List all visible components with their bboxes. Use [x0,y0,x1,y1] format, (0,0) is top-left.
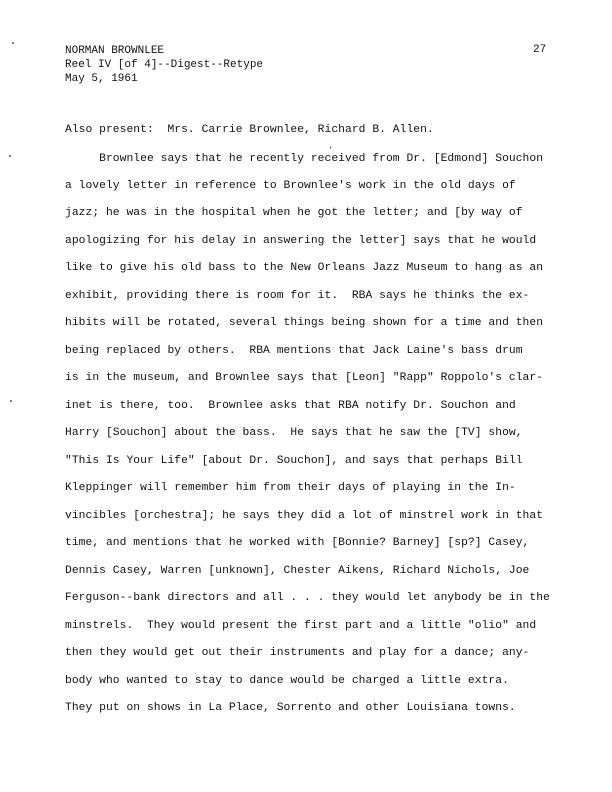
body-line: Ferguson--bank directors and all . . . they would let anybody be in the [65,592,550,604]
body-line: Dennis Casey, Warren [unknown], Chester Aikens, Richard Nichols, Joe [65,565,530,577]
body-line: Brownlee says that he recently received from Dr. [Edmond] Souchon [65,153,544,165]
header-reel: Reel IV [of 4]--Digest--Retype [65,59,264,71]
body-line: is in the museum, and Brownlee says that [Leon] "Rapp" Roppolo's clar- [65,372,544,384]
body-line: then they would get out their instruments and play for a dance; any- [65,647,530,659]
body-line: jazz; he was in the hospital when he got the letter; and [by way of [65,207,523,219]
scan-speck [12,42,14,44]
body-line: Harry [Souchon] about the bass. He says that he saw the [TV] show, [65,427,523,439]
body-line: Kleppinger will remember him from their days of playing in the In- [65,482,516,494]
body-line: "This Is Your Life" [about Dr. Souchon], and says that perhaps Bill [65,455,523,467]
body-line: being replaced by others. RBA mentions that Jack Laine's bass drum [65,345,523,357]
header-name: NORMAN BROWNLEE [65,45,165,57]
body-line: vincibles [orchestra]; he says they did a lot of minstrel work in that [65,510,544,522]
body-line: They put on shows in La Place, Sorrento and other Louisiana towns. [65,702,516,714]
body-line: minstrels. They would present the first part and a little "olio" and [65,620,537,632]
body-line: hibits will be rotated, several things being shown for a time and then [65,317,544,329]
body-line: apologizing for his delay in answering the letter] says that he would [65,235,537,247]
body-line: like to give his old bass to the New Orleans Jazz Museum to hang as an [65,262,544,274]
scan-speck [9,155,11,157]
body-line: exhibit, providing there is room for it. RBA says he thinks the ex- [65,290,530,302]
scan-speck [330,146,331,149]
body-line: inet is there, too. Brownlee asks that RBA notify Dr. Souchon and [65,400,516,412]
body-line: a lovely letter in reference to Brownlee's work in the old days of [65,180,516,192]
scan-speck [10,400,12,402]
body-line: body who wanted to stay to dance would be charged a little extra. [65,675,509,687]
body-line: Also present: Mrs. Carrie Brownlee, Richard B. Allen. [65,124,434,136]
page-number: 27 [533,44,547,56]
header-date: May 5, 1961 [65,73,138,85]
body-line: time, and mentions that he worked with [Bonnie? Barney] [sp?] Casey, [65,537,530,549]
